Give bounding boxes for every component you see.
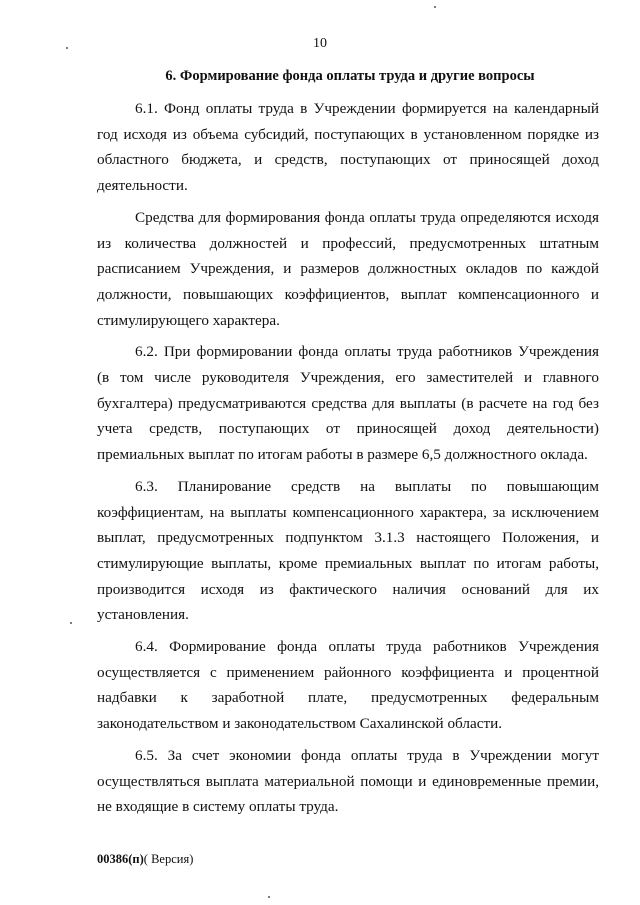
paragraph-6-1: 6.1. Фонд оплаты труда в Учреждении формируется на календарный год исходя из объема субсидий, поступающих в установленном порядке из областного бюджета, и средств, поступающих от приносящей доход деятельности. xyxy=(97,100,599,195)
document-code: 00386(п) xyxy=(97,852,144,866)
paragraph-6-2: 6.2. При формировании фонда оплаты труда работников Учреждения (в том числе руководителя Учреждения, его заместителей и главного бухгалтера) предусматриваются средства для выплаты (в расчете на год без учета средств, поступающих от приносящей доход деятельности) премиальных выплат по итогам работы в размере 6,5 должностного оклада. xyxy=(97,343,599,464)
page-number: 10 xyxy=(313,36,327,51)
paragraph-funds-calculation: Средства для формирования фонда оплаты труда определяются исходя из количества должностей и профессий, предусмотренных штатным расписанием Учреждения, и размеров должностных окладов по каждой должности, повышающих коэффициентов, выплат компенсационного и стимулирующего характера. xyxy=(97,208,599,329)
document-footer xyxy=(97,852,193,867)
paragraph-6-5: 6.5. За счет экономии фонда оплаты труда в Учреждении могут осуществляться выплата материальной помощи и единовременные премии, не входящие в систему оплаты труда. xyxy=(97,746,599,816)
paragraph-6-3: 6.3. Планирование средств на выплаты по повышающим коэффициентам, на выплаты компенсационного характера, за исключением выплат, предусмотренных подпунктом 3.1.3 настоящего Положения, и стимулирующие выплаты, кроме премиальных выплат по итогам работы, производится исходя из фактического наличия оснований для их установления. xyxy=(97,477,599,624)
scan-speck xyxy=(268,896,270,898)
scan-speck xyxy=(434,6,436,8)
section-body xyxy=(97,96,599,826)
scan-speck xyxy=(70,622,72,624)
paragraph-6-4: 6.4. Формирование фонда оплаты труда работников Учреждения осуществляется с применением районного коэффициента и процентной надбавки к заработной плате, предусмотренных федеральным законодательством и законодательством Сахалинской области. xyxy=(97,638,599,733)
document-version: ( Версия) xyxy=(143,852,194,866)
section-heading: 6. Формирование фонда оплаты труда и другие вопросы xyxy=(165,68,535,84)
scan-speck xyxy=(66,47,68,49)
